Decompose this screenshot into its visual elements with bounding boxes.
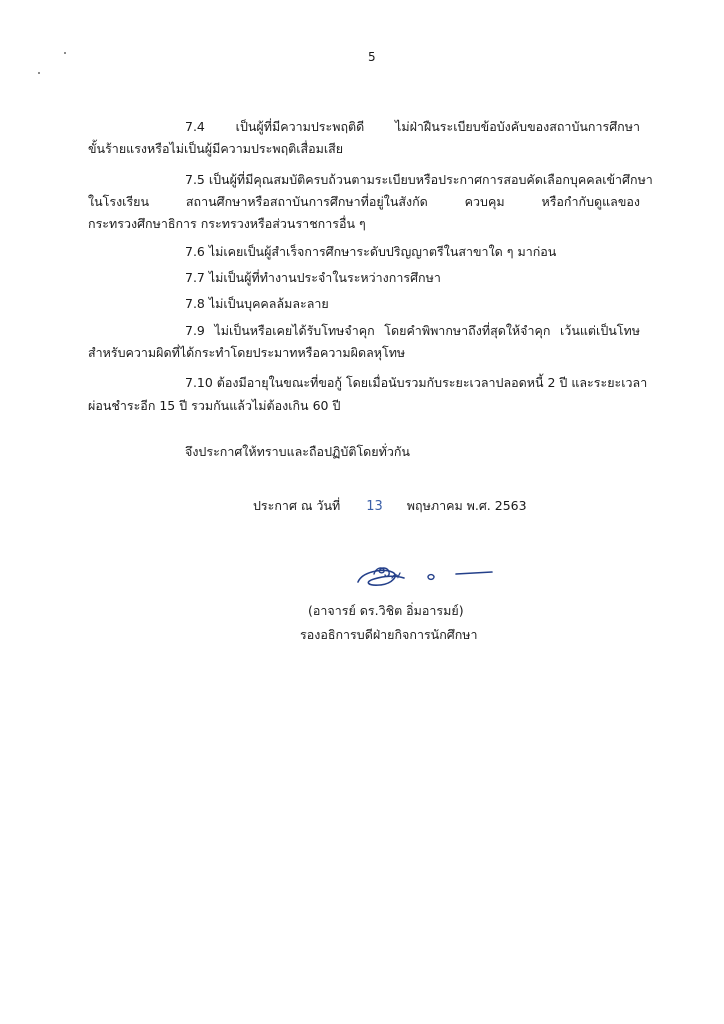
date-line [253,498,527,515]
page-number: 5 [368,50,376,64]
signature-image [352,560,502,600]
item-7-8: 7.8 ไม่เป็นบุคคลล้มละลาย [185,296,329,311]
item-7-4-line-1: 7.4 เป็นผู้ที่มีความประพฤติดี ไม่ฝ่าฝืนระเบียบข้อบังคับของสถาบันการศึกษา [185,119,640,134]
scan-speck [64,52,66,54]
item-7-5-line-1: 7.5 เป็นผู้ที่มีคุณสมบัติครบถ้วนตามระเบียบหรือประกาศการสอบคัดเลือกบุคคลเข้าศึกษา [185,172,653,187]
item-7-7: 7.7 ไม่เป็นผู้ที่ทำงานประจำในระหว่างการศึกษา [185,270,441,285]
item-7-4-line-2: ขั้นร้ายแรงหรือไม่เป็นผู้มีความประพฤติเสื่อมเสีย [88,141,344,156]
item-7-6: 7.6 ไม่เคยเป็นผู้สำเร็จการศึกษาระดับปริญญาตรีในสาขาใด ๆ มาก่อน [185,244,557,259]
item-7-5-line-3: กระทรวงศึกษาธิการ กระทรวงหรือส่วนราชการอื่น ๆ [88,216,366,231]
item-7-9-line-2: สำหรับความผิดที่ได้กระทำโดยประมาทหรือความผิดลหุโทษ [88,345,406,360]
signatory-title: รองอธิการบดีฝ่ายกิจการนักศึกษา [300,627,478,642]
signatory-name: (อาจารย์ ดร.วิชิต อิ่มอารมย์) [308,603,464,618]
date-day: 13 [366,499,383,514]
announcement: จึงประกาศให้ทราบและถือปฏิบัติโดยทั่วกัน [185,444,410,459]
scan-speck [38,72,40,74]
item-7-10-line-1: 7.10 ต้องมีอายุในขณะที่ขอกู้ โดยเมื่อนับรวมกับระยะเวลาปลอดหนี้ 2 ปี และระยะเวลา [185,375,648,390]
item-7-9-line-1: 7.9 ไม่เป็นหรือเคยได้รับโทษจำคุก โดยคำพิพากษาถึงที่สุดให้จำคุก เว้นแต่เป็นโทษ [185,323,640,338]
date-prefix: ประกาศ ณ วันที่ [253,498,341,513]
item-7-5-line-2: ในโรงเรียน สถานศึกษาหรือสถาบันการศึกษาที่อยู่ในสังกัด ควบคุม หรือกำกับดูแลของ [88,194,640,209]
date-suffix: พฤษภาคม พ.ศ. 2563 [406,498,527,513]
item-7-10-line-2: ผ่อนชำระอีก 15 ปี รวมกันแล้วไม่ต้องเกิน 60 ปี [88,398,341,413]
